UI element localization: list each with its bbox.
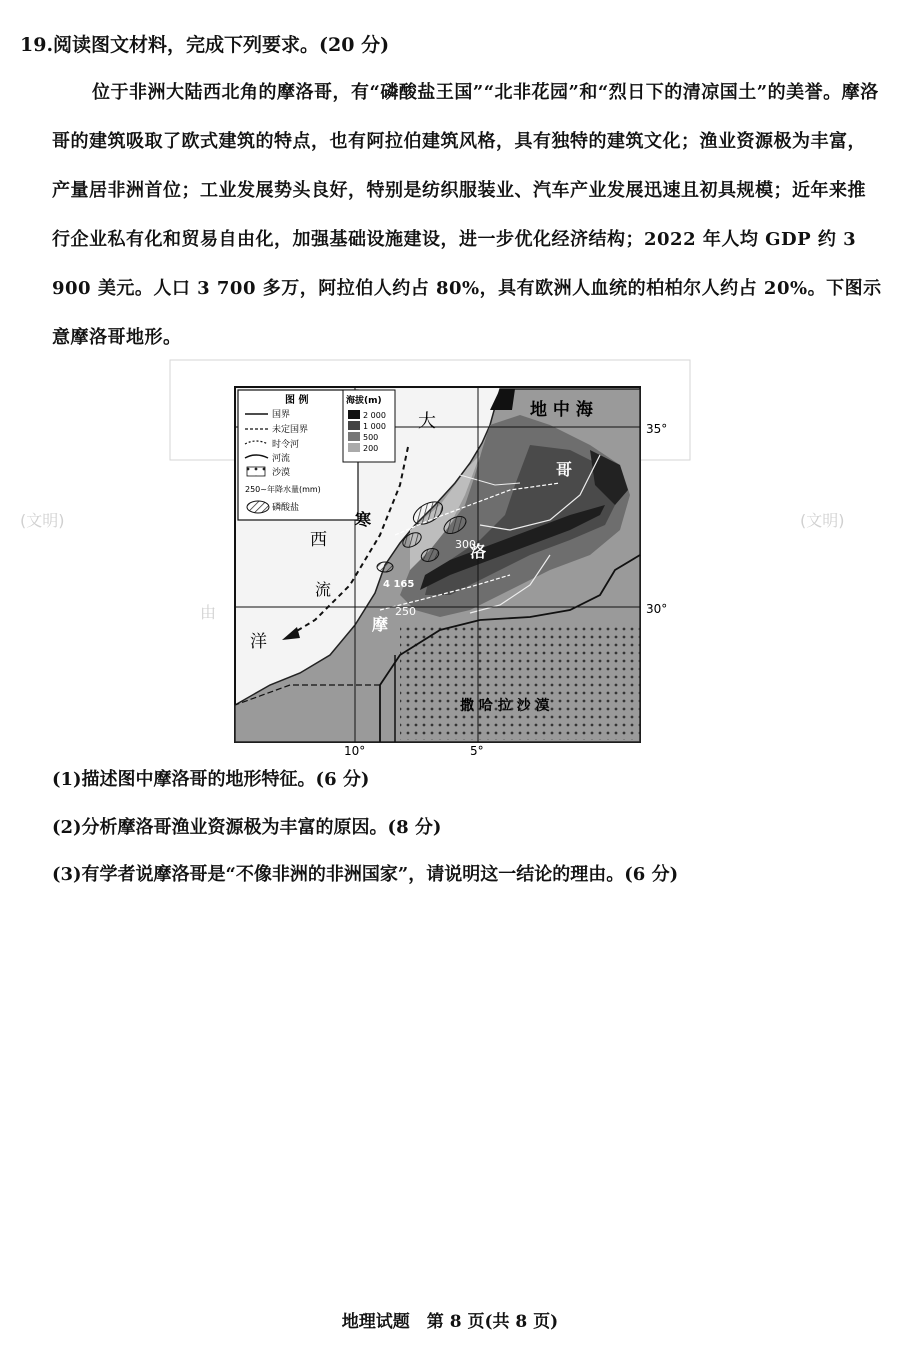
lon-label: 10° <box>344 744 366 758</box>
legend-item: 未定国界 <box>272 425 309 435</box>
elevation-level: 500 <box>363 433 379 442</box>
lat-label: 30° <box>646 602 668 616</box>
bleed-through-text: (文明) <box>20 511 65 530</box>
label-isohyet-300: 300 <box>455 538 476 551</box>
lat-label: 35° <box>646 422 668 436</box>
elevation-level: 2 000 <box>363 411 386 420</box>
elevation-legend <box>343 390 395 462</box>
material-paragraph <box>52 68 884 362</box>
label-mediterranean: 地 中 海 <box>530 400 593 420</box>
sub-question-3: (3)有学者说摩洛哥是“不像非洲的非洲国家”，请说明这一结论的理由。(6 分) <box>52 864 679 885</box>
label-morocco-1: 摩 <box>372 615 389 634</box>
legend-item: 河流 <box>272 454 291 464</box>
legend-item: 时令河 <box>272 440 300 450</box>
label-current-1: 寒 <box>355 510 372 529</box>
elevation-level: 200 <box>363 444 379 453</box>
label-peak-elevation: 4 165 <box>383 579 415 590</box>
label-sahara: 撒 哈 拉 沙 漠 <box>460 698 550 714</box>
label-atlantic-1: 大 <box>418 411 436 432</box>
label-morocco-2: 洛 <box>470 542 487 561</box>
legend-title: 图 例 <box>285 395 309 406</box>
label-current-2: 流 <box>315 580 332 599</box>
bleed-through-text: 由 <box>200 603 217 622</box>
legend-item: 沙漠 <box>272 468 291 478</box>
legend-item: 250~年降水量(mm) <box>245 485 321 494</box>
bleed-through-text: (文明) <box>800 511 845 530</box>
label-morocco-3: 哥 <box>556 460 573 479</box>
page-footer: 地理试题 第 8 页(共 8 页) <box>341 1312 559 1332</box>
sub-question-2: (2)分析摩洛哥渔业资源极为丰富的原因。(8 分) <box>52 817 442 838</box>
morocco-topographic-map <box>150 355 710 760</box>
legend-item: 磷酸盐 <box>272 503 300 513</box>
legend-item: 国界 <box>272 410 291 420</box>
elevation-level: 1 000 <box>363 422 386 431</box>
elevation-legend-title: 海拔(m) <box>346 396 382 406</box>
material-text: 位于非洲大陆西北角的摩洛哥，有“磷酸盐王国”“北非花园”和“烈日下的清凉国土”的美誉。摩洛哥的建筑吸取了欧式建筑的特点，也有阿拉伯建筑风格，具有独特的建筑文化；渔业资源极为丰富，产量居非洲首位；工业发展势头良好，特别是纺织服装业、汽车产业发展迅速且初具规模；近年来推行企业私有化和贸易自由化，加强基础设施建设，进一步优化经济结构；2022 年人均 GDP 约 3 900 美元。人口 3 700 多万，阿拉伯人约占 80%，具有欧洲人血统的柏柏尔人约占 20%。下图示意摩洛哥地形。 <box>52 82 882 348</box>
label-atlantic-2: 西 <box>310 530 327 550</box>
sub-question-1: (1)描述图中摩洛哥的地形特征。(6 分) <box>52 769 370 790</box>
lon-label: 5° <box>470 744 484 758</box>
question-heading: 19.阅读图文材料，完成下列要求。(20 分) <box>20 34 390 56</box>
label-atlantic-3: 洋 <box>250 632 267 652</box>
map-legend <box>238 390 358 520</box>
label-isohyet-250: 250 <box>395 605 416 618</box>
